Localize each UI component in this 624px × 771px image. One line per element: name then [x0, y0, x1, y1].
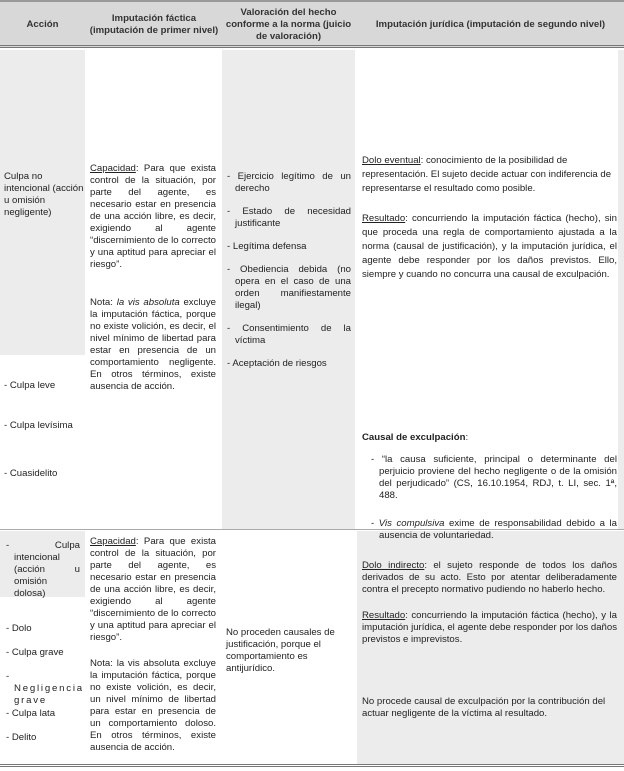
list-item: - Ejercicio legítimo de un derecho [227, 171, 351, 194]
table-bottom-border [0, 764, 624, 768]
list-item: - Estado de necesidad justificante [227, 206, 351, 229]
list-item: - Obediencia debida (no opera en el caso de una orden manifiestamente ilegal) [227, 264, 351, 311]
causal-label: Causal de exculpación [362, 432, 466, 443]
dolo-label: Dolo eventual [362, 155, 421, 166]
resultado-label: Resultado [362, 213, 406, 224]
header-imputacion-juridica: Imputación jurídica (imputación de segundo nivel) [375, 18, 606, 30]
row1-dolo-eventual [362, 154, 617, 196]
row2-accion-item: - Dolo [6, 623, 32, 634]
row1-nota [90, 297, 216, 393]
header-accion: Acción [26, 18, 59, 30]
list-item: - Vis compulsiva exime de responsabilidad debido a la ausencia de voluntariedad. [371, 518, 617, 541]
resultado-label: Resultado [362, 610, 406, 621]
header-valoracion: Valoración del hecho conforme a la norma (juicio de valoración) [225, 6, 352, 42]
row2-resultado [362, 610, 617, 646]
row2-exculpacion: No procede causal de exculpación por la contribución del actuar negligente de la víctima al resultado. [362, 696, 606, 719]
capacidad-text: : Para que exista control de la situación, por parte del agente, es necesario estar en presencia de una acción libre, es decir, exigiendo al agente “discernimiento de lo correcto y una aptitud para apreciar el riesgo”. [90, 536, 216, 643]
row1-accion-title: Culpa no intencional (acción u omisión negligente) [4, 171, 84, 218]
dolo-text: : el sujeto responde de todos los daños derivados de su acto. Esto por atentar deliberadamente contra el precepto normativo pudiendo no haberlo hecho. [362, 560, 617, 595]
dolo-label: Dolo indirecto [362, 560, 425, 571]
row1-capacidad [90, 163, 216, 271]
list-item: - Legítima defensa [227, 241, 307, 252]
list-item: - Aceptación de riesgos [227, 358, 327, 369]
row1-causal-heading [362, 432, 468, 444]
row1-valoracion-list [227, 171, 351, 381]
table-header [0, 0, 624, 48]
row-divider [0, 529, 624, 530]
row2-nota: Nota: la vis absoluta excluye la imputación fáctica, porque no existe volición, es decir, un nivel mínimo de libertad para estar en presencia de un comportamiento doloso. En otros términos, existe ausencia de acción. [90, 658, 216, 753]
row2-dolo-indirecto [362, 560, 617, 596]
row2-capacidad [90, 536, 216, 644]
row1-causal-list [371, 454, 617, 553]
header-imputacion-factica: Imputación fáctica (imputación de primer nivel) [89, 12, 219, 36]
list-item: - Consentimiento de la víctima [227, 323, 351, 346]
row2-accion-title: - Culpa intencional (acción u omisión dolosa) [6, 540, 80, 599]
list-item: - “la causa suficiente, principal o determinante del perjuicio proviene del hecho negligente o de la omisión del perjudicado” (CS, 16.10.1954, RDJ, t. LI, sec. 1ª, 488. [371, 454, 617, 501]
dolo-text: : conocimiento de la posibilidad de representación. El sujeto decide actuar con indiferencia de representarse el resultado como posible. [362, 155, 612, 194]
nota-text: excluye la imputación fáctica, porque no existe volición, es decir, el nivel mínimo de libertad para estar en presencia de un comportamiento negligente. En otros términos, existe ausencia de acción. [90, 297, 216, 392]
vis-compulsiva: Vis compulsiva [378, 518, 445, 529]
row1-accion-item: - Culpa levísima [4, 420, 73, 431]
row1-accion-item: - Cuasidelito [4, 468, 58, 479]
nota-label: Nota: [90, 297, 117, 308]
row2-accion-item: - Culpa grave [6, 647, 64, 658]
resultado-text: : concurriendo la imputación fáctica (hecho), y la imputación jurídica, el agente debe responder por los daños previstos e imprevistos. [362, 610, 617, 645]
row2-valoracion: No proceden causales de justificación, porque el comportamiento es antijurídico. [226, 627, 335, 674]
nota-italic: la vis absoluta [116, 297, 180, 308]
capacidad-label: Capacidad [90, 163, 136, 174]
causal-colon: : [465, 432, 469, 443]
cell-shade [618, 50, 624, 529]
row1-resultado [362, 212, 617, 282]
vis-compulsiva-text: exime de responsabilidad debido a la ausencia de voluntariedad. [379, 518, 617, 541]
row2-accion-item: - Culpa lata [6, 708, 56, 719]
capacidad-label: Capacidad [90, 536, 136, 547]
row1-accion-item: - Culpa leve [4, 380, 56, 391]
resultado-text: : concurriendo la imputación fáctica (hecho), sin que proceda una regla de comportamiento ajustada a la norma (causal de justificación), y la imputación jurídica, el agente debe responder por los daños previstos. Ello, siempre y cuando no concurra una causal de exculpación. [362, 213, 617, 280]
capacidad-text: : Para que exista control de la situación, por parte del agente, es necesario estar en presencia de una acción libre, es decir, exigiendo al agente “discernimiento de lo correcto y una aptitud para apreciar el riesgo”. [90, 163, 216, 270]
row2-accion-item: - Negligencia grave [6, 671, 84, 706]
row2-accion-item: - Delito [6, 732, 37, 743]
